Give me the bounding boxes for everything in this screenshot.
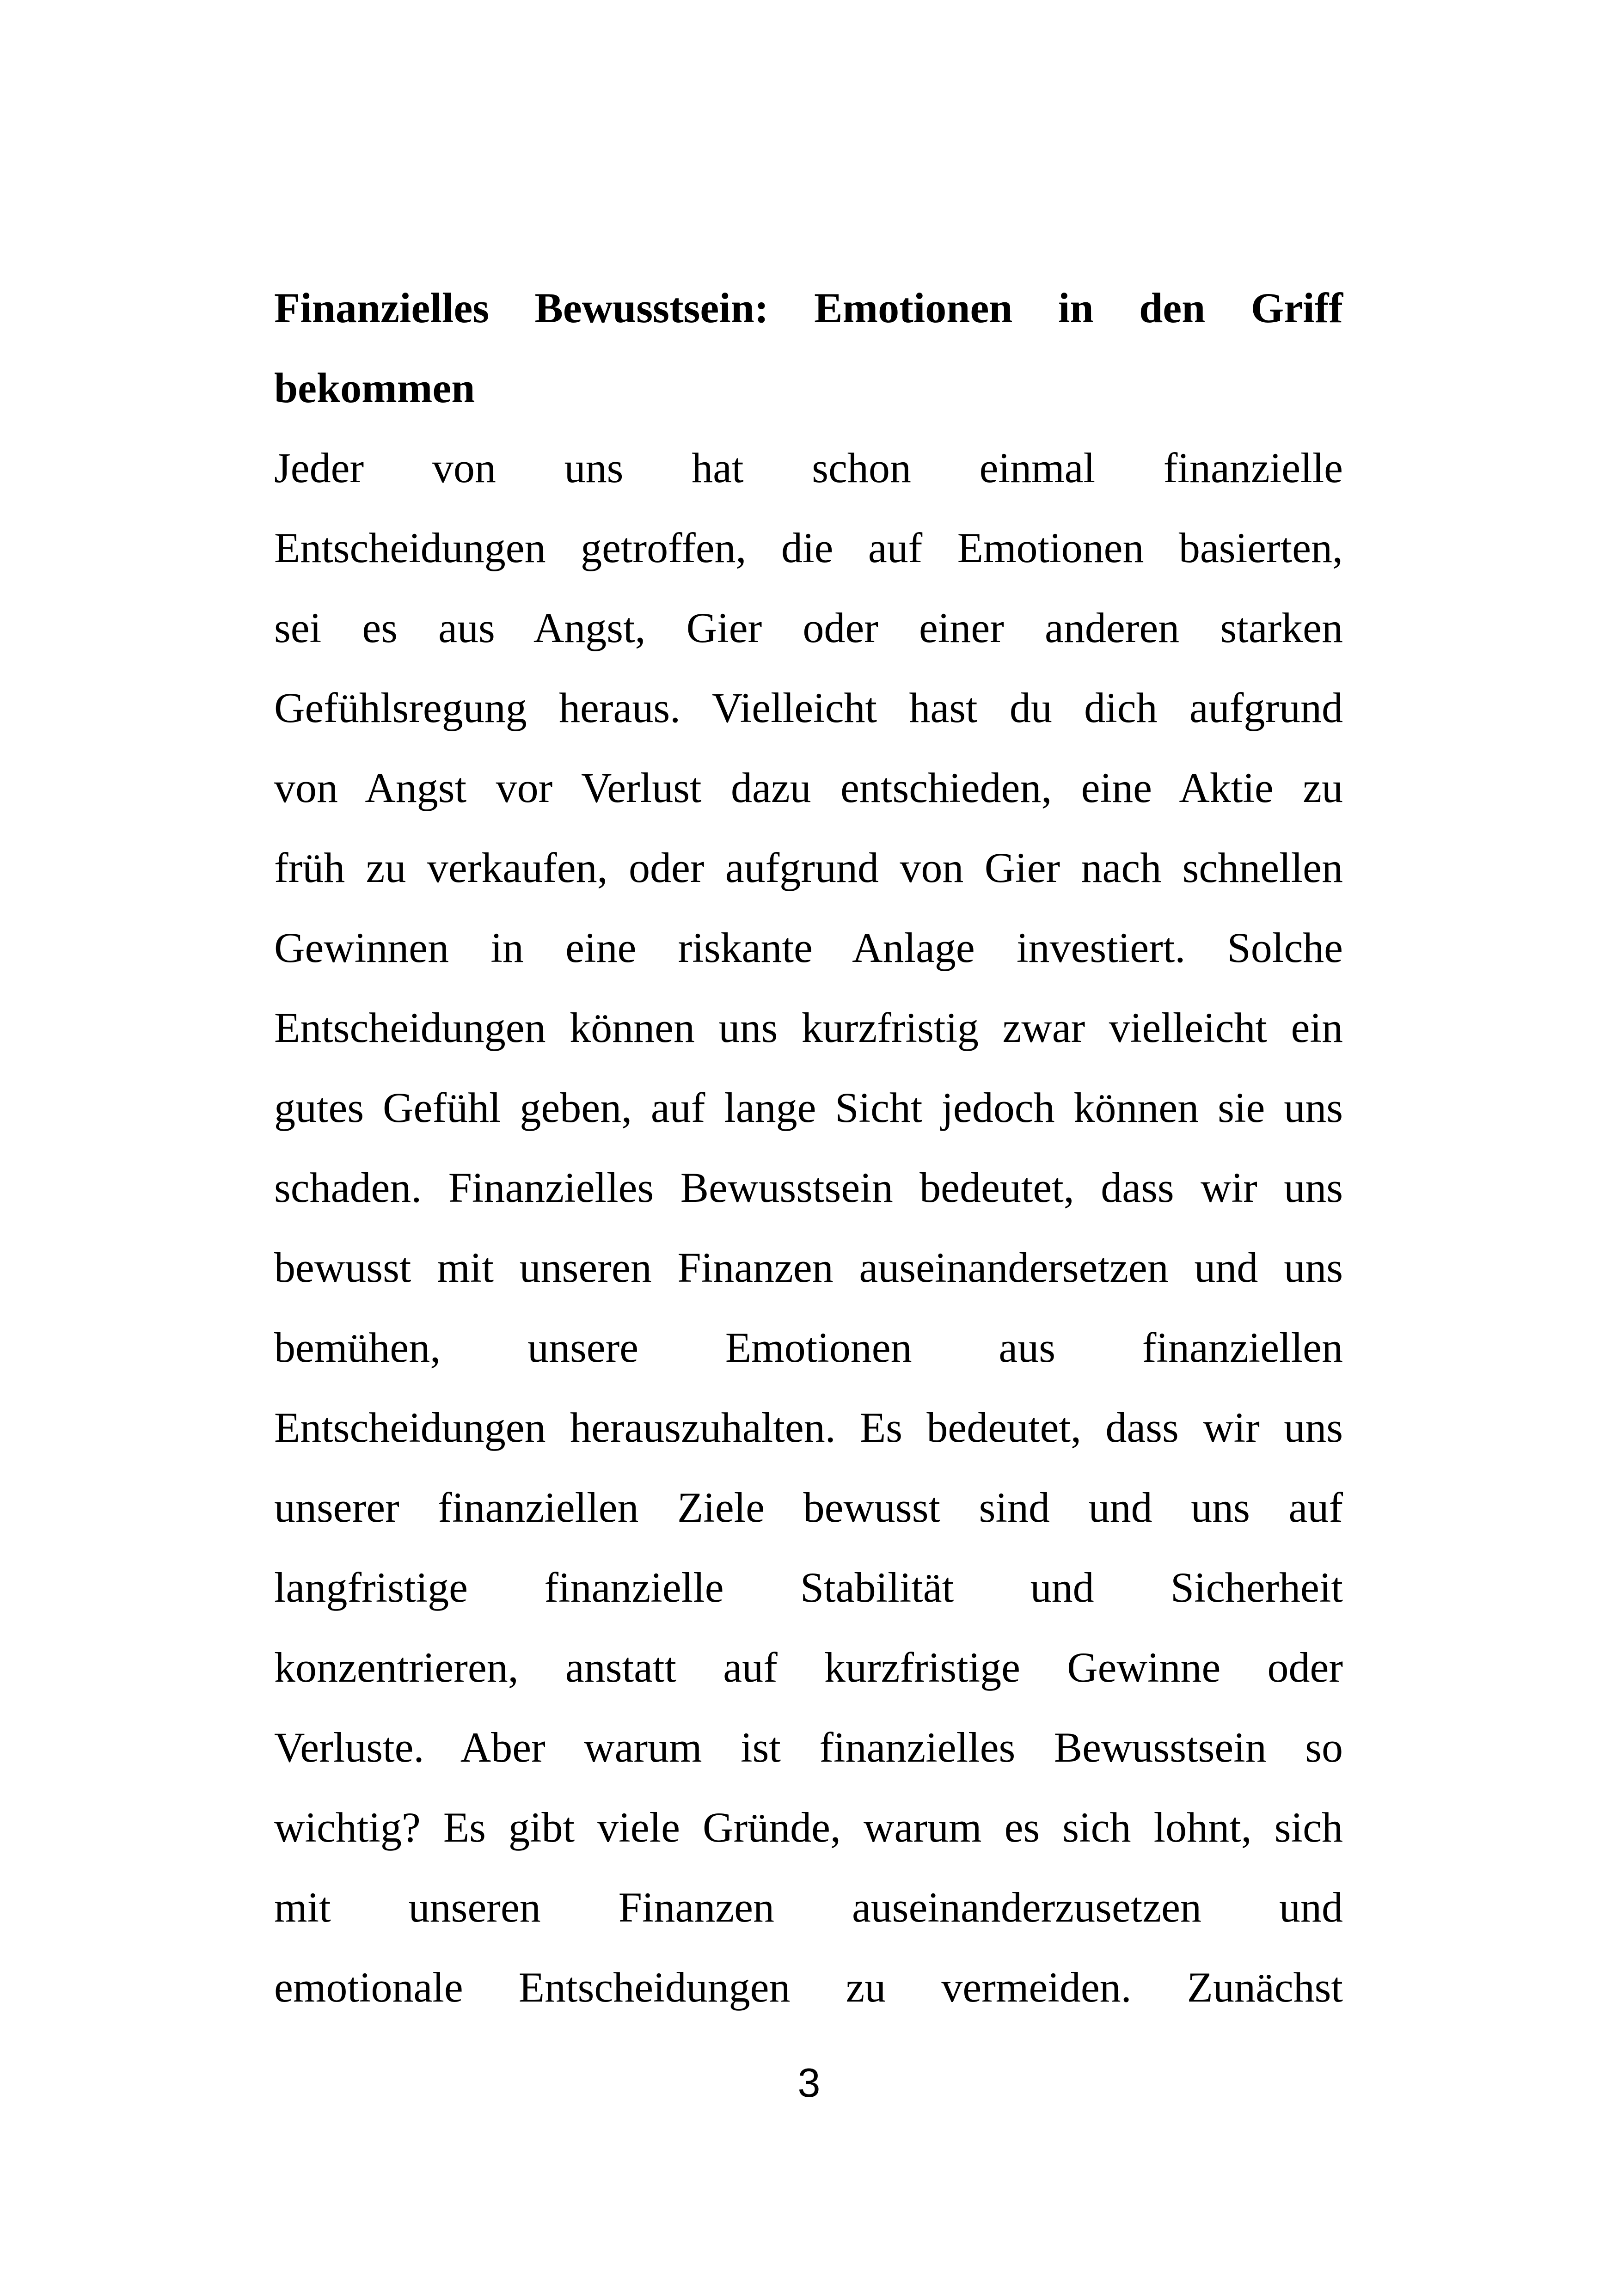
- body-line: konzentrieren, anstatt auf kurzfristige Gewinne oder: [274, 1644, 1343, 1691]
- heading-line: Finanzielles Bewusstsein: Emotionen in den Griff: [274, 284, 1343, 331]
- body-line: emotionale Entscheidungen zu vermeiden. Zunächst: [274, 1964, 1343, 2011]
- body-line: wichtig? Es gibt viele Gründe, warum es sich lohnt, sich: [274, 1804, 1343, 1851]
- body-line: bewusst mit unseren Finanzen auseinandersetzen und uns: [274, 1244, 1343, 1291]
- chapter-heading: [274, 268, 1343, 428]
- body-line: Entscheidungen können uns kurzfristig zwar vielleicht ein: [274, 1004, 1343, 1051]
- body-line: bemühen, unsere Emotionen aus finanziellen: [274, 1324, 1343, 1371]
- body-line: gutes Gefühl geben, auf lange Sicht jedoch können sie uns: [274, 1084, 1343, 1131]
- body-line: Entscheidungen herauszuhalten. Es bedeutet, dass wir uns: [274, 1404, 1343, 1451]
- body-line: langfristige finanzielle Stabilität und Sicherheit: [274, 1564, 1343, 1611]
- body-line: mit unseren Finanzen auseinanderzusetzen und: [274, 1884, 1343, 1931]
- body-line: schaden. Finanzielles Bewusstsein bedeutet, dass wir uns: [274, 1164, 1343, 1211]
- body-line: Verluste. Aber warum ist finanzielles Bewusstsein so: [274, 1724, 1343, 1771]
- body-line: von Angst vor Verlust dazu entschieden, eine Aktie zu: [274, 764, 1343, 811]
- page-number: 3: [797, 2060, 821, 2106]
- body-line: Gefühlsregung heraus. Vielleicht hast du dich aufgrund: [274, 684, 1343, 731]
- body-line: Gewinnen in eine riskante Anlage investiert. Solche: [274, 924, 1343, 971]
- page-content: [274, 268, 1343, 2027]
- body-line: früh zu verkaufen, oder aufgrund von Gier nach schnellen: [274, 844, 1343, 891]
- body-line: Entscheidungen getroffen, die auf Emotionen basierten,: [274, 524, 1343, 571]
- body-line: unserer finanziellen Ziele bewusst sind und uns auf: [274, 1484, 1343, 1531]
- body-paragraph: [274, 428, 1343, 2027]
- body-line: Jeder von uns hat schon einmal finanzielle: [274, 444, 1343, 491]
- heading-line: bekommen: [274, 364, 475, 411]
- body-line: sei es aus Angst, Gier oder einer anderen starken: [274, 604, 1343, 651]
